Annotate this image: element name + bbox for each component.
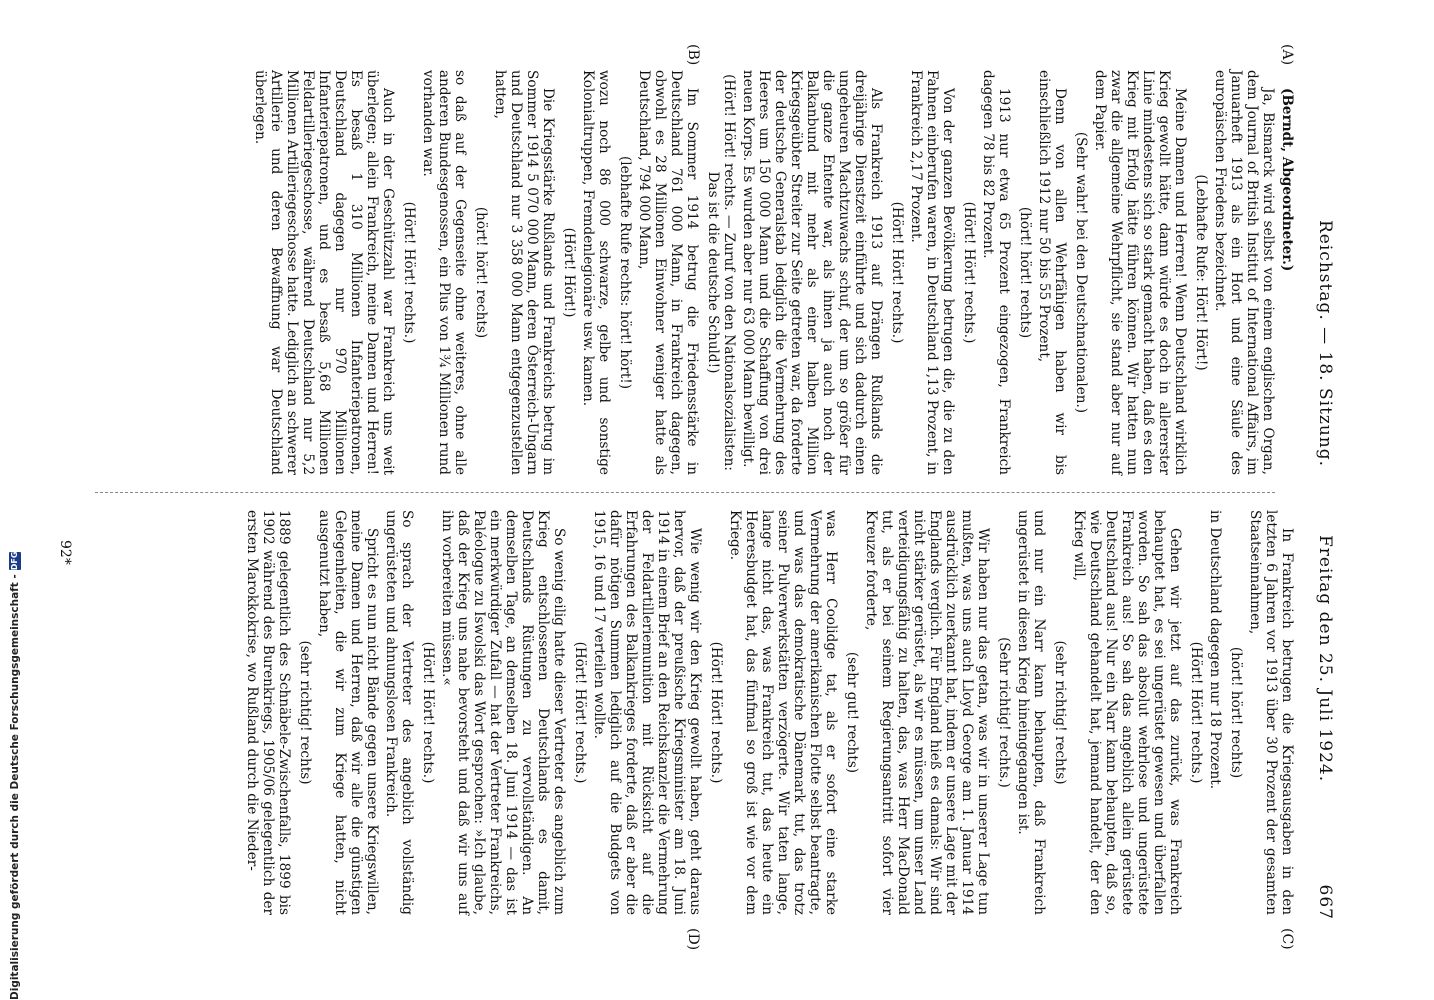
interjection: (sehr richtig! rechts) bbox=[297, 640, 313, 785]
margin-marker-a: (A) bbox=[1279, 44, 1295, 66]
speaker-line: (Berndt, Abgeordneter.) bbox=[1279, 88, 1295, 272]
paragraph: in Deutschland dagegen nur 18 Prozent. bbox=[1207, 510, 1223, 790]
paragraph: so daß auf der Gegenseite ohne weiteres, ohne alle anderen Bundesgenossen, ein Plus von 1¾ Millionen rund vorhanden war. bbox=[420, 70, 468, 475]
paragraph: Die Kriegsstärke Rußlands und Frankreichs betrug im Sommer 1914 5 070 000 Mann, deren Österreich-Ungarn und Deutschland nur 3 358 000 Mann entgegenzustellen hatten, bbox=[492, 70, 556, 475]
interjection: (Hört! Hört! rechts.) bbox=[1188, 641, 1204, 784]
interjection: (Hört! Hört!) bbox=[561, 227, 577, 318]
digitization-credit bbox=[8, 551, 22, 1000]
interjection: (Hört! Hört! rechts.) bbox=[961, 201, 977, 344]
margin-marker-b: (B) bbox=[685, 44, 701, 66]
interjection: (Sehr wahr! bei den Deutschnationalen.) bbox=[1073, 131, 1089, 414]
interjection: (Hört! Hört! rechts.) bbox=[420, 641, 436, 784]
paragraph: Gehen wir jetzt auf das zurück, was Frankreich behauptet hat, es sei ungerüstet gewesen und überfallen worden. So sah das absolut wehrlose und ungerüstete Frankreich aus! So sah das angeblich allein gerüstete Deutschland aus! Nur ein Narr kann behaupten, daß so, wie Deutschland gehandelt hat, jemand handelt, der den Krieg will, bbox=[1071, 510, 1183, 915]
header-date: Freitag den 25. Juli 1924. bbox=[1315, 535, 1335, 783]
paragraph: Spricht es nun nicht Bände gegen unsere Kriegswillen, meine Damen und Herren, daß wir alle die günstigen Gelegenheiten, die wir zum Kriege hatten, nicht ausgenutzt haben, bbox=[316, 510, 380, 915]
interjection: (Hört! Hört! rechts.) bbox=[708, 641, 724, 784]
paragraph: Wir haben nur das getan, was wir in unserer Lage tun mußten, was uns auch Lloyd George am 1. Januar 1914 ausdrücklich zuerkannt hat, indem er unsere Lage mit der Englands verglich. Für England hieß es damals: Wir sind nicht stärker gerüstet, als wir es müssen, um unser Land verteidigungsfähig zu halten, das, was Herr MacDonald tut, als er bei seinem Regierungsantritt sofort vier Kreuzer forderte, bbox=[863, 510, 991, 915]
paragraph: 1889 gelegentlich des Schnäbele-Zwischenfalls, 1899 bis 1902 während des Burenkriegs, 1905/06 gelegentlich der ersten Marokkokrise, wo Rußland durch die Nieder- bbox=[244, 510, 292, 915]
paragraph: wozu noch 86 000 schwarze, gelbe und sonstige Kolonialtruppen, Fremdenlegionäre usw. kamen. bbox=[580, 70, 612, 475]
interjection: (hört! hört! rechts) bbox=[473, 206, 489, 339]
interjection: (Hört! Hört! rechts.) bbox=[572, 641, 588, 784]
interjection: (Hört! Hört! rechts.) bbox=[889, 201, 905, 344]
left-column bbox=[249, 70, 1295, 475]
paragraph: 1913 nur etwa 65 Prozent eingezogen, Frankreich dagegen 78 bis 82 Prozent. bbox=[980, 70, 1012, 475]
paragraph: und nur ein Narr kann behaupten, daß Frankreich ungerüstet in diesen Krieg hineingegangen ist. bbox=[1015, 510, 1047, 915]
margin-marker-d: (D) bbox=[685, 928, 701, 951]
paragraph: So wenig eilig hatte dieser Vertreter des angeblich zum Krieg entschlossenen Deutschlands es damit, Deutschlands Rüstungen zu vervollständigen. An demselben Tage, an demselben 18. Juni 1914 — das ist ein merkwürdiger Zufall — hat der Vertreter Frankreichs, Paléologue zu Iswolski das Wort gesprochen: »Ich glaube, daß der Krieg uns nahe bevorsteht und daß wir uns auf ihn vorbereiten müssen.« bbox=[439, 510, 567, 915]
paragraph: Denn von allen Wehrfähigen haben wir bis einschließlich 1912 nur 50 bis 55 Prozent, bbox=[1036, 70, 1068, 475]
paragraph: Im Sommer 1914 betrug die Friedensstärke in Deutschland 761 000 Mann, in Frankreich dagegen, obwohl es 28 Millionen Einwohner weniger hatte als Deutschland, 794 000 Mann, bbox=[636, 70, 700, 475]
paragraph: Ja, Bismarck wird selbst von einem englischen Organ, dem Journal of British Institut of International Affairs, im Januarheft 1913 als ein Hort und eine Säule des europäischen Friedens bezeichnet. bbox=[1212, 70, 1276, 475]
interjection: (hört! hört! rechts) bbox=[1228, 646, 1244, 779]
paragraph: In Frankreich betrugen die Kriegsausgaben in den letzten 6 Jahren vor 1913 über 30 Prozent der gesamten Staatseinnahmen, bbox=[1247, 510, 1295, 915]
header-session: Reichstag. — 18. Sitzung. bbox=[1315, 220, 1335, 468]
paragraph: Von der ganzen Bevölkerung betrugen die, die zu den Fahnen einberufen waren, in Deutschland 1,13 Prozent, in Frankreich 2,17 Prozent. bbox=[908, 70, 956, 475]
page-header bbox=[1303, 70, 1335, 920]
interjection: (hört! hört! rechts) bbox=[1017, 206, 1033, 339]
paragraph: Auch in der Geschützzahl war Frankreich uns weit überlegen; allein Frankreich, meine Damen und Herren! Es besaß 1 310 Millionen Infanteriepatronen, Deutschland dagegen nur 970 Millionen Infanteriepatronen, und es besaß 5,68 Millionen Feldartilleriegeschosse, während Deutschland nur 5,2 Millionen Artilleriegeschosse hatte. Lediglich an schwerer Artillerie und deren Bewaffnung war Deutschland überlegen. bbox=[252, 70, 396, 475]
page-content bbox=[45, 44, 1335, 951]
paragraph: Wie wenig wir den Krieg gewollt haben, geht daraus hervor, daß der preußische Kriegsminister am 18. Juni 1914 in einem Brief an den Reichskanzler die Vermehrung der Feldartilleriemunition mit Rücksicht auf die Erfahrungen des Balkankrieges forderte, daß er aber die dafür nötigen Summen lediglich auf die Budgets von 1915, 16 und 17 verteilen wollte. bbox=[591, 510, 703, 915]
interjection: (lebhafte Rufe rechts: hört! hört!) bbox=[617, 155, 633, 390]
paragraph: Als Frankreich 1913 auf Drängen Rußlands die dreijährige Dienstzeit einführte und sich dadurch einen ungeheuren Machtzuwachs schuf, der um so größer für die ganze Entente war, als ihnen ja auch noch der Balkanbund mit mehr als einer halben Million Kriegsgeübter Streiter zur Seite getreten war, da forderte der deutsche Generalstab lediglich die Vermehrung des Heeres um 150 000 Mann und die Schaffung von drei neuen Korps. Es wurden aber nur 63 000 Mann bewilligt. bbox=[740, 70, 884, 475]
paragraph: So sprach der Vertreter des angeblich vollständig ungerüsteten und ahnungslosen Frankreich. bbox=[383, 510, 415, 915]
paragraph: was Herr Coolidge tat, als er sofort eine starke Vermehrung der amerikanischen Flotte selbst beantragte, und was das demokratische Dänemark tut, das trotz seiner Pulverwerkstätten verzögerte. Wir taten lange, lange nicht das, was Frankreich tut, das heute ein Heeresbudget hat, das fünfmal so groß ist wie vor dem Kriege. bbox=[727, 510, 839, 915]
right-column bbox=[241, 510, 1295, 915]
column-divider bbox=[95, 492, 1275, 493]
interjection: (Hört! Hört! rechts.) bbox=[401, 201, 417, 344]
dfg-logo-icon: DFG bbox=[10, 551, 19, 571]
margin-marker-c: (C) bbox=[1279, 928, 1295, 950]
interjection: (sehr richtig! rechts) bbox=[1052, 640, 1068, 785]
signature-mark: 92* bbox=[57, 540, 73, 565]
interjection: (Lebhafte Rufe: Hört! Hört!) bbox=[1193, 174, 1209, 371]
interjection: (Sehr richtig! rechts.) bbox=[996, 637, 1012, 788]
paragraph: Meine Damen und Herren! Wenn Deutschland wirklich Krieg gewollt hätte, dann würde es doch in allererster Linie mindestens sich so stark gemacht haben, daß es den Krieg mit Erfolg hätte führen können. Wir hatten nun zwar die allgemeine Wehrpflicht, sie stand aber nur auf dem Papier. bbox=[1092, 70, 1188, 475]
interjection: (Hört! Hört! rechts. — Zuruf von den Nationalsozialisten: Das ist die deutsche Schuld!) bbox=[705, 74, 737, 471]
credit-text: Digitalisierung gefördert durch die Deutsche Forschungsgemeinschaft - bbox=[9, 574, 21, 1000]
page-number: 667 bbox=[1315, 884, 1335, 920]
interjection: (sehr gut! rechts) bbox=[844, 651, 860, 774]
